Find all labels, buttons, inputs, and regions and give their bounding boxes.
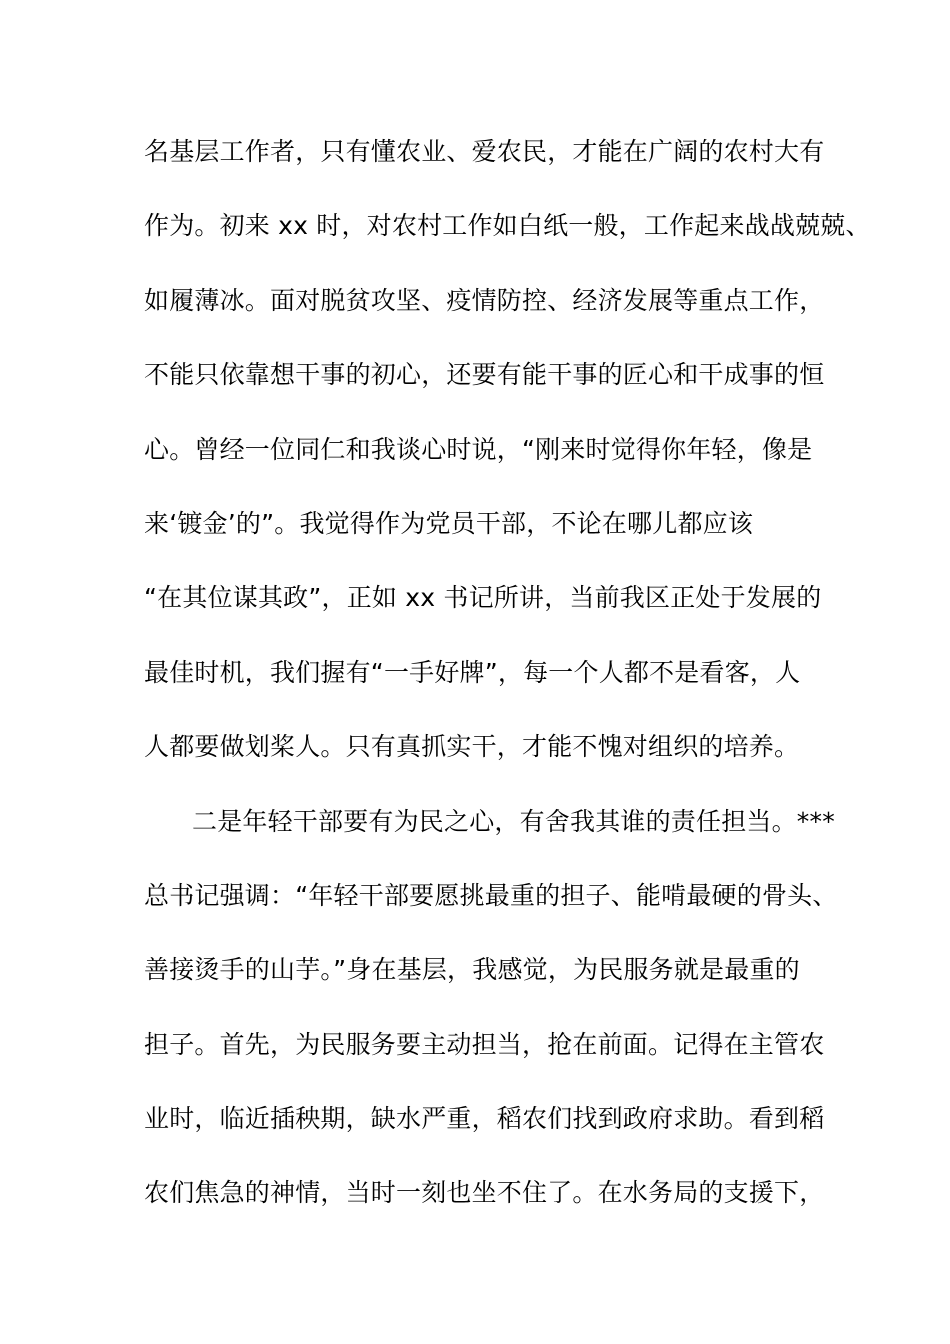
- text-line: 农们焦急的神情，当时一刻也坐不住了。在水务局的支援下，: [144, 1178, 825, 1208]
- text-line: 人都要做划桨人。只有真抓实干，才能不愧对组织的培养。: [144, 732, 800, 762]
- text-line: 如履薄冰。面对脱贫攻坚、疫情防控、经济发展等重点工作，: [144, 285, 825, 315]
- text-line: 善接烫手的山芋。”身在基层，我感觉，为民服务就是最重的: [144, 955, 800, 985]
- paragraph-start-line: 二是年轻干部要有为民之心，有舍我其谁的责任担当。***: [192, 806, 835, 836]
- text-line: 业时，临近插秧期，缺水严重，稻农们找到政府求助。看到稻: [144, 1104, 825, 1134]
- text-line: 名基层工作者，只有懂农业、爱农民，才能在广阔的农村大有: [144, 137, 825, 166]
- text-line: 来‘镀金’的”。我觉得作为党员干部，不论在哪儿都应该: [144, 508, 754, 538]
- text-line: 作为。初来 xx 时，对农村工作如白纸一般，工作起来战战兢兢、: [144, 211, 871, 241]
- text-line: 不能只依靠想干事的初心，还要有能干事的匠心和干成事的恒: [144, 360, 825, 390]
- body-text: [144, 129, 871, 1245]
- text-line: 总书记强调：“年轻干部要愿挑最重的担子、能啃最硬的骨头、: [144, 880, 838, 910]
- text-line: 最佳时机，我们握有“一手好牌”，每一个人都不是看客，人: [144, 657, 801, 687]
- text-line: 心。曾经一位同仁和我谈心时说，“刚来时觉得你年轻，像是: [144, 434, 813, 464]
- text-line: 担子。首先，为民服务要主动担当，抢在前面。记得在主管农: [144, 1029, 825, 1059]
- text-line: “在其位谋其政”，正如 xx 书记所讲，当前我区正处于发展的: [144, 583, 822, 613]
